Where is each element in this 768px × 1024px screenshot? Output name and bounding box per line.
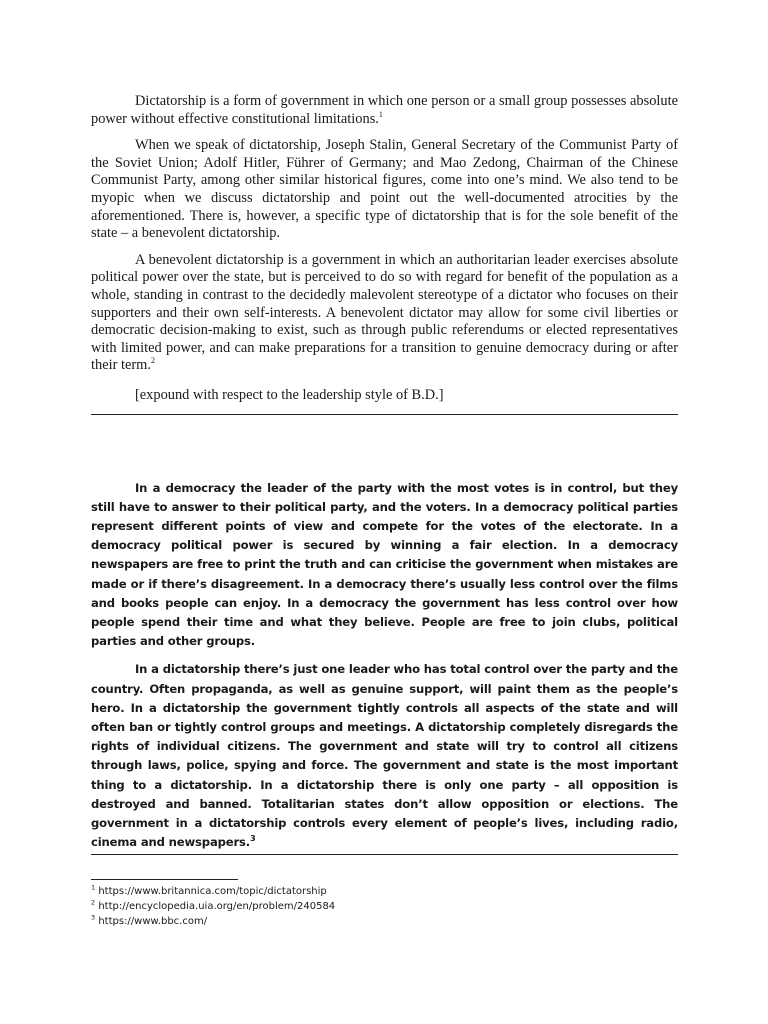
paragraph-benevolent-dictatorship: A benevolent dictatorship is a government in which an authoritarian leader exercises absolute political power over the state, but is perceived to do so with regard for benefit of the population as a whole, standing in contrast to the decidedly malevolent stereotype of a dictator who focuses on their supporters and their own self-interests. A benevolent dictator may allow for some civil liberties or democratic decision-making to exist, such as through public referendums or elected representatives with limited power, and can make preparations for a transition to genuine democracy during or after their term.$^2$ [91, 251, 678, 374]
paragraph-democracy: In a democracy the leader of the party with the most votes is in control, but they still have to answer to their political party, and the voters. In a democracy political parties represent different points of view and compete for the votes of the electorate. In a democracy political power is secured by winning a fair election. In a democracy newspapers are free to print the truth and can criticise the government when mistakes are made or if there’s disagreement. In a democracy there’s usually less control over the films and books people can enjoy. In a democracy the government has less control over how people spend their time and what they believe. People are free to join clubs, political parties and other groups. [91, 480, 678, 649]
footnote-3: $^3$ https://www.bbc.com/ [91, 913, 208, 927]
paragraph-dictatorship: In a dictatorship there’s just one leader who has total control over the party and the country. Often propaganda, as well as genuine support, will paint them as the people’s hero. In a dictatorship the government tightly controls all aspects of the state and will often ban or tightly control groups and meetings. A dictatorship completely disregards the rights of individual citizens. The government and state will try to control all citizens through laws, police, spying and force. The government and state is the most important thing to a dictatorship. In a dictatorship there is only one party – all opposition is destroyed and banned. Totalitarian states don’t allow opposition or elections. The government in a dictatorship controls every element of people’s lives, including radio, cinema and newspapers.$^3$ [91, 662, 678, 850]
footnote-2: $^2$ http://encyclopedia.uia.org/en/problem/240584 [91, 898, 336, 912]
section-divider [91, 414, 678, 415]
footnote-ref-3[interactable]: 3 [250, 834, 256, 844]
footnote-link-3[interactable]: https://www.bbc.com/ [98, 916, 208, 927]
footnote-ref-2[interactable]: 2 [150, 356, 155, 366]
footnote-separator [91, 879, 238, 880]
paragraph-historical-figures: When we speak of dictatorship, Joseph Stalin, General Secretary of the Communist Party of the Soviet Union; Adolf Hitler, Führer of Germany; and Mao Zedong, Chairman of the Chinese Communist Party, among other similar historical figures, come into one’s mind. We also tend to be myopic when we discuss dictatorship and point out the well-documented atrocities by the aforementioned. There is, however, a specific type of dictatorship that is for the sole benefit of the state – a benevolent dictatorship. [91, 137, 678, 242]
section-divider-bottom [91, 854, 678, 855]
footnote-ref-1[interactable]: 1 [378, 109, 383, 119]
footnote-1: $^1$ https://www.britannica.com/topic/dictatorship [91, 883, 327, 897]
footnote-link-1[interactable]: https://www.britannica.com/topic/dictatorship [98, 886, 327, 897]
footnotes [91, 884, 678, 929]
footnote-link-2[interactable]: http://encyclopedia.uia.org/en/problem/240584 [98, 901, 336, 912]
editor-note: [expound with respect to the leadership style of B.D.] [135, 386, 444, 403]
comparison-section [91, 479, 678, 853]
document-page [91, 93, 678, 855]
intro-section [91, 93, 678, 405]
paragraph-definition: Dictatorship is a form of government in which one person or a small group possesses absolute power without effective constitutional limitations.$^1$ [91, 93, 678, 127]
